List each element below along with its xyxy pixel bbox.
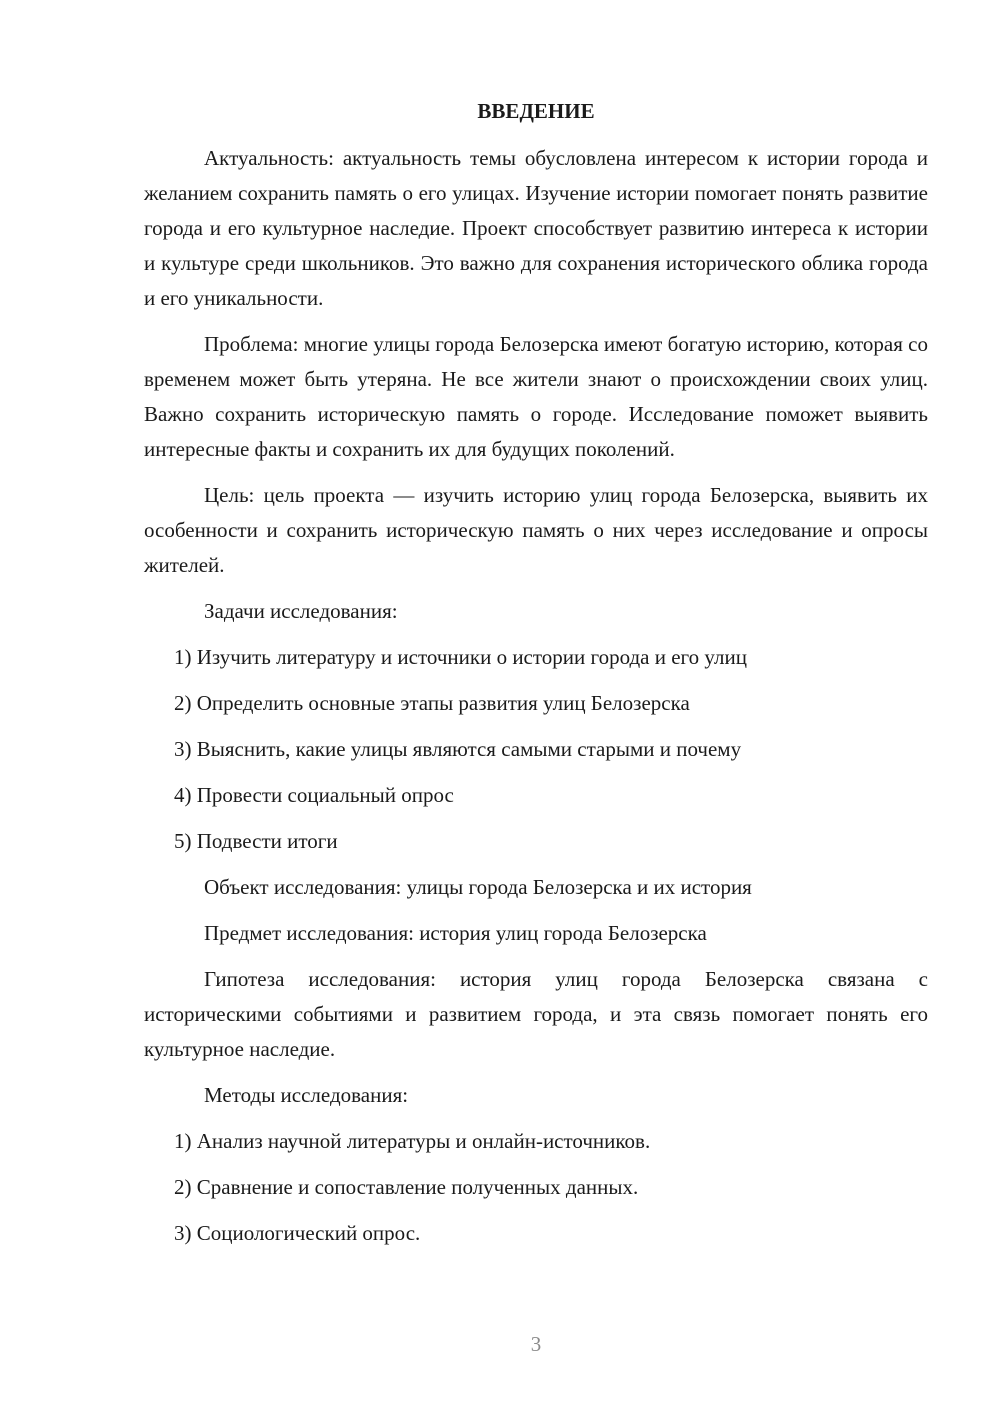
task-item-3: 3) Выяснить, какие улицы являются самыми старыми и почему [174,737,742,761]
method-item-1: 1) Анализ научной литературы и онлайн-источников. [174,1129,651,1153]
relevance-paragraph: Актуальность: актуальность темы обусловлена интересом к истории города и желанием сохранить память о его улицах. Изучение истории помогает понять развитие города и его культурное наследие. Проект способствует развитию интереса к истории и культуре среди школьников. Это важно для сохранения исторического облика города и его уникальности. [144,146,928,310]
section-heading: ВВЕДЕНИЕ [477,99,595,123]
goal-paragraph: Цель: цель проекта — изучить историю улиц города Белозерска, выявить их особенности и сохранить историческую память о них через исследование и опросы жителей. [144,483,928,577]
problem-paragraph: Проблема: многие улицы города Белозерска имеют богатую историю, которая со временем может быть утеряна. Не все жители знают о происхождении своих улиц. Важно сохранить историческую память о городе. Исследование поможет выявить интересные факты и сохранить их для будущих поколений. [144,332,928,461]
subject-line: Предмет исследования: история улиц города Белозерска [204,921,707,945]
tasks-label: Задачи исследования: [204,599,398,623]
object-line: Объект исследования: улицы города Белозерска и их история [204,875,752,899]
method-item-2: 2) Сравнение и сопоставление полученных данных. [174,1175,639,1199]
document-body [144,94,928,1262]
page-number: 3 [530,1332,542,1356]
hypothesis-paragraph: Гипотеза исследования: история улиц города Белозерска связана с историческими событиями и развитием города, и эта связь помогает понять его культурное наследие. [144,967,928,1061]
task-item-4: 4) Провести социальный опрос [174,783,454,807]
task-item-5: 5) Подвести итоги [174,829,338,853]
task-item-1: 1) Изучить литературу и источники о истории города и его улиц [174,645,747,669]
method-item-3: 3) Социологический опрос. [174,1221,421,1245]
task-item-2: 2) Определить основные этапы развития улиц Белозерска [174,691,690,715]
methods-label: Методы исследования: [204,1083,409,1107]
